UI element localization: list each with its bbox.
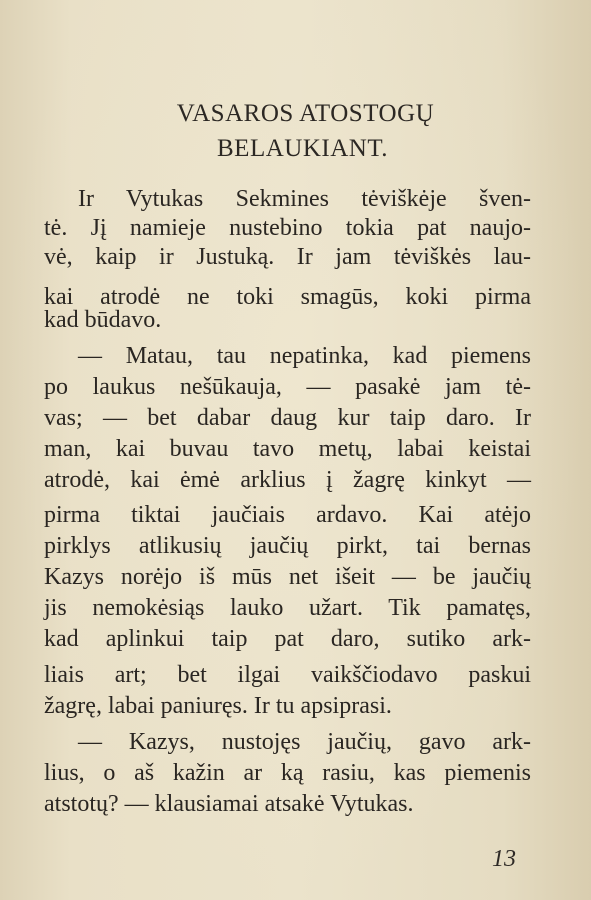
text-line: pirma tiktai jaučiais ardavo. Kai atėjo [44,502,531,528]
text-line: Ir Vytukas Sekmines tėviškėje šven- [78,186,531,212]
text-line: žagrę, labai paniuręs. Ir tu apsiprasi. [44,693,392,719]
text-line: Kazys norėjo iš mūs net išeit — be jaučių [44,564,531,590]
chapter-title-line-2: BELAUKIANT. [217,135,388,162]
text-line: vas; — bet dabar daug kur taip daro. Ir [44,405,531,431]
text-line: — Matau, tau nepatinka, kad piemens [78,343,531,369]
text-line: pirklys atlikusių jaučių pirkt, tai bernas [44,533,531,559]
text-line: atrodė, kai ėmė arklius į žagrę kinkyt — [44,467,531,493]
text-line: liais art; bet ilgai vaikščiodavo paskui [44,662,531,688]
text-line: — Kazys, nustojęs jaučių, gavo ark- [78,729,531,755]
text-line: tė. Jį namieje nustebino tokia pat naujo- [44,215,531,241]
text-line: lius, o aš kažin ar ką rasiu, kas piemenis [44,760,531,786]
page-number: 13 [492,846,516,872]
text-line: man, kai buvau tavo metų, labai keistai [44,436,531,462]
text-line: atstotų? — klausiamai atsakė Vytukas. [44,791,414,817]
text-line: vė, kaip ir Justuką. Ir jam tėviškės lau- [44,244,531,270]
text-line: po laukus nešūkauja, — pasakė jam tė- [44,374,531,400]
text-line: kad būdavo. [44,307,162,333]
text-line: kai atrodė ne toki smagūs, koki pirma [44,284,531,310]
chapter-title-line-1: VASAROS ATOSTOGŲ [176,100,435,127]
text-line: jis nemokėsiąs lauko užart. Tik pamatęs, [44,595,531,621]
text-line: kad aplinkui taip pat daro, sutiko ark- [44,626,531,652]
